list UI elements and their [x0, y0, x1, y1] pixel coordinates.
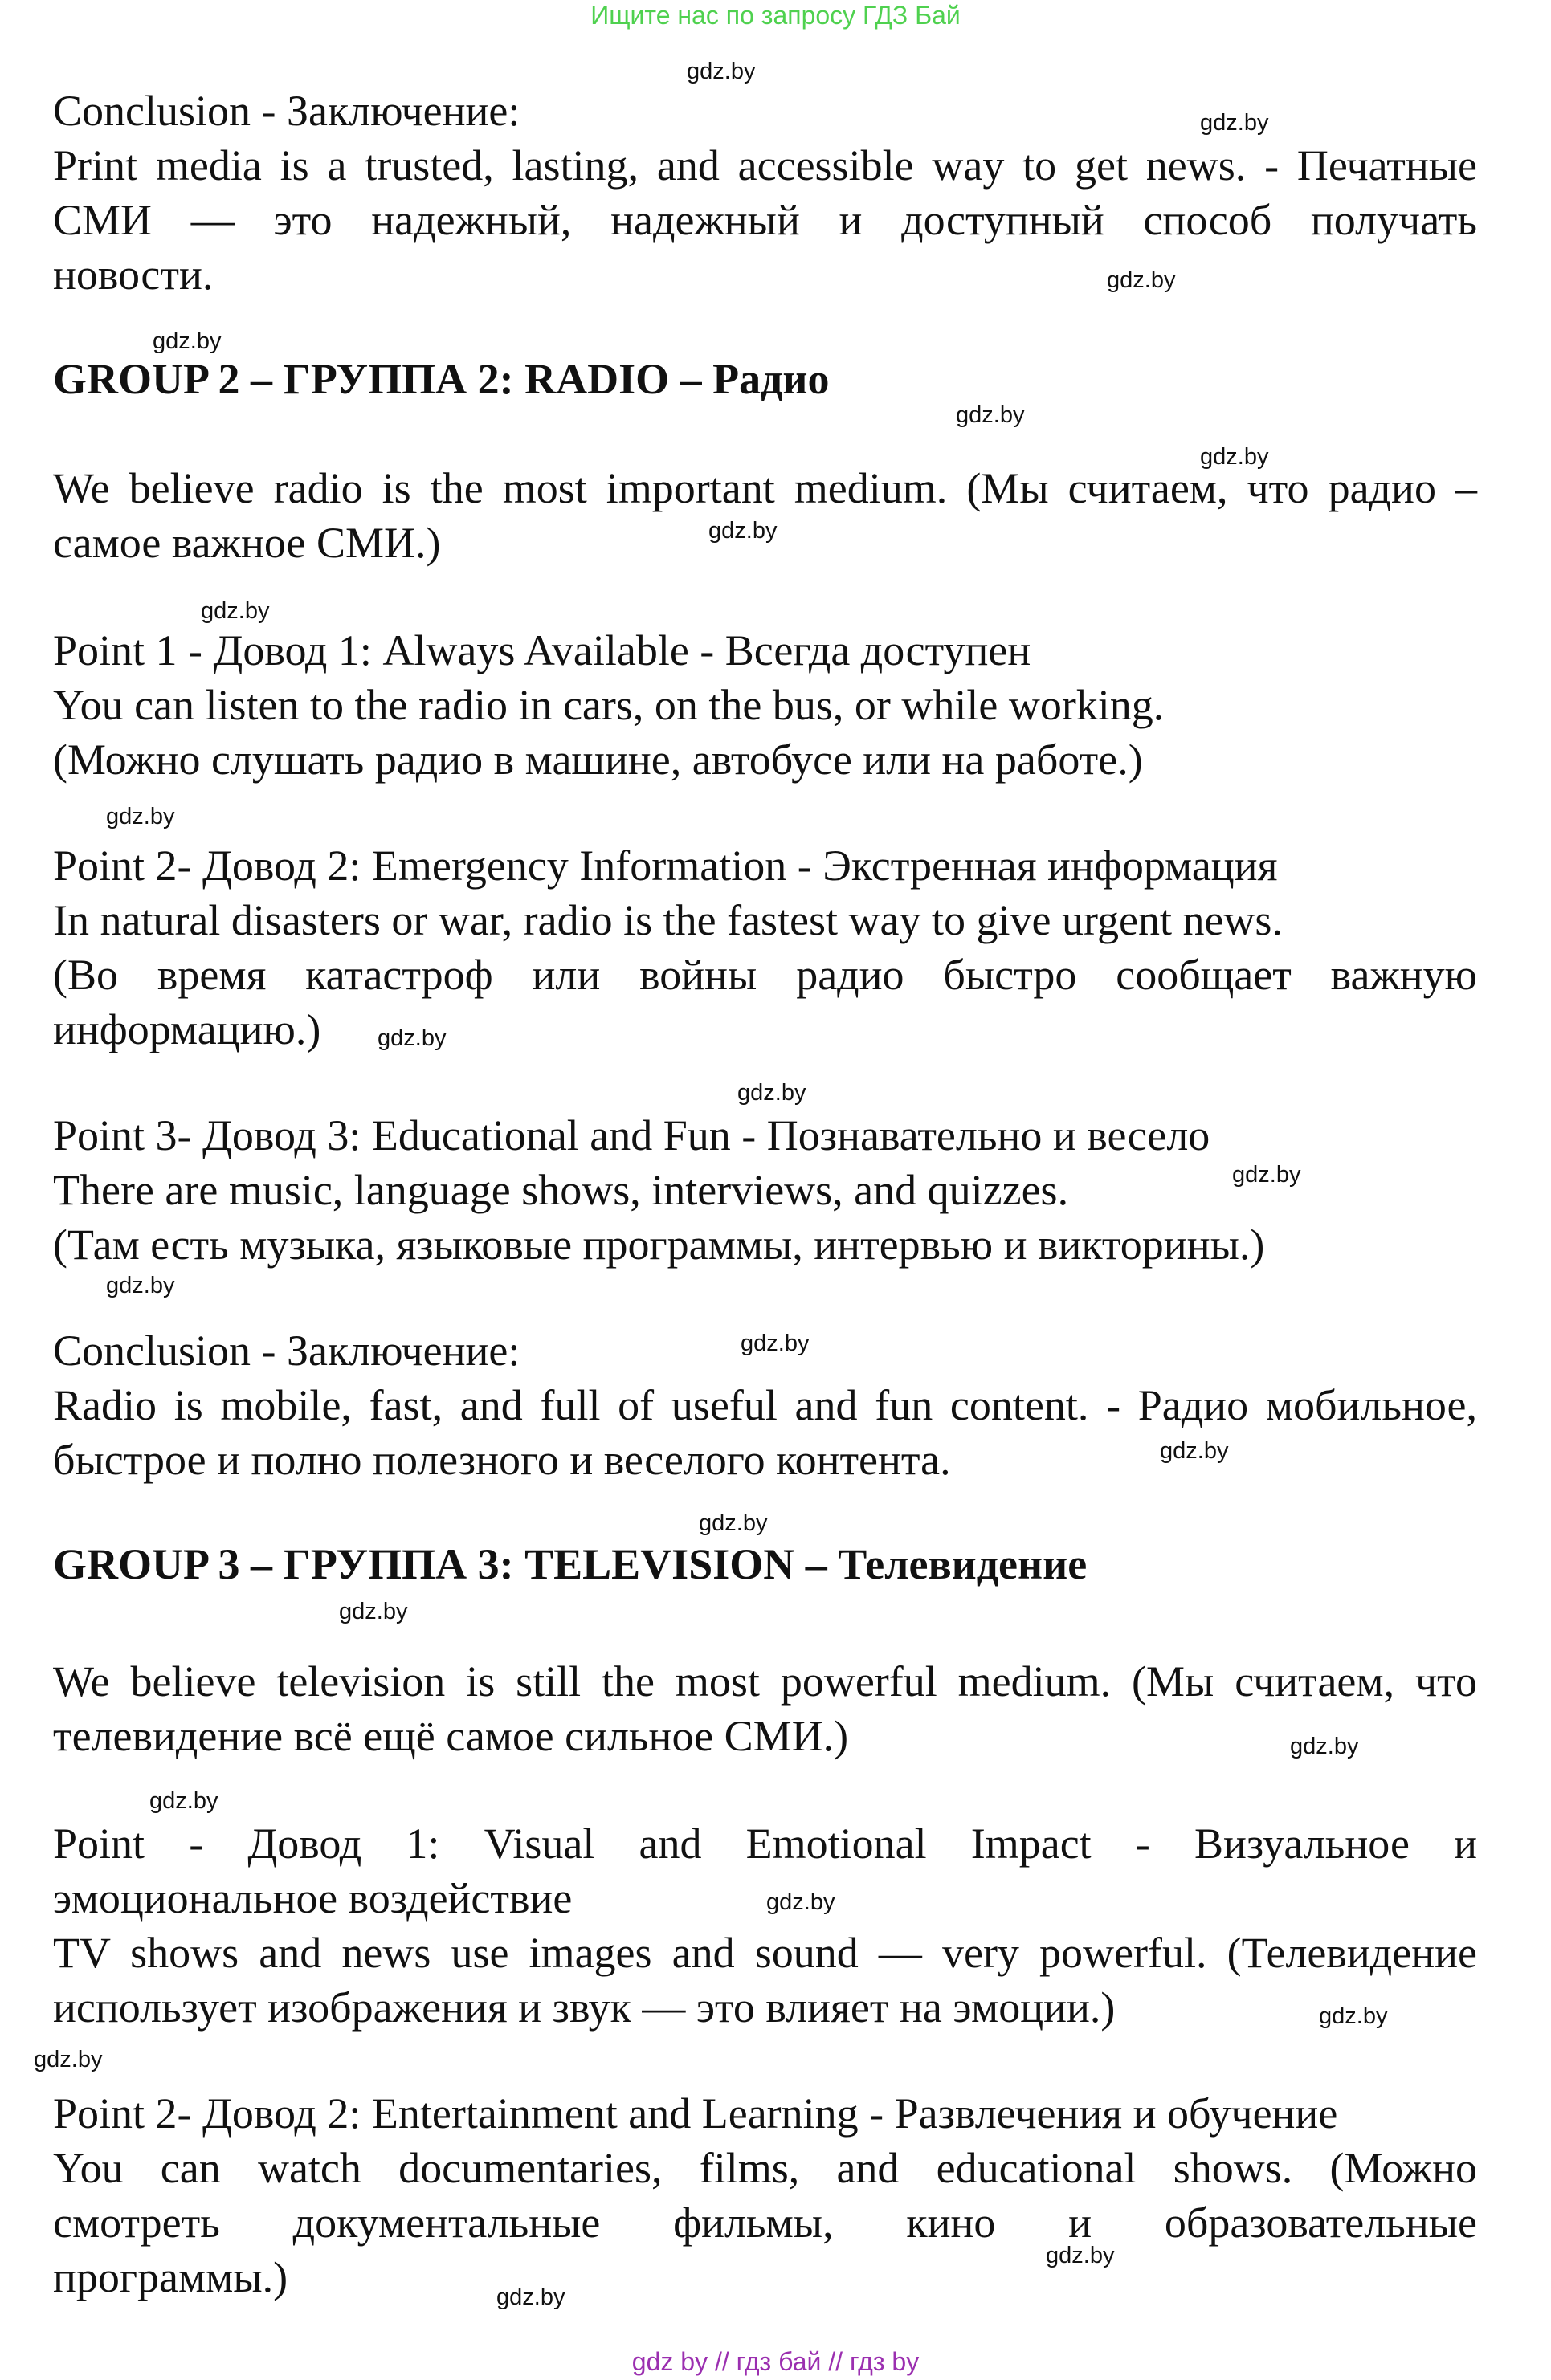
group2-point3 [53, 1108, 1477, 1272]
watermark: gdz.by [496, 2284, 565, 2310]
group2-point1-line: Point 1 - Довод 1: Always Available - Всегда доступен [53, 626, 1031, 674]
group2-point2-line: Point 2- Довод 2: Emergency Information - Экстренная информация [53, 842, 1278, 890]
group2-point2-line: In natural disasters or war, radio is the fastest way to give urgent news. [53, 896, 1283, 944]
group2-conclusion-line: Radio is mobile, fast, and full of useful and fun content. - Радио мобильное, [53, 1381, 1477, 1429]
watermark: gdz.by [956, 402, 1025, 428]
group3-intro [53, 1654, 1477, 1763]
search-banner[interactable]: Ищите нас по запросу ГДЗ Бай [590, 1, 961, 30]
watermark: gdz.by [1107, 267, 1176, 293]
watermark: gdz.by [1319, 2003, 1388, 2029]
watermark: gdz.by [1232, 1162, 1301, 1188]
watermark: gdz.by [737, 1080, 806, 1106]
watermark: gdz.by [766, 1889, 835, 1915]
group3-intro-line: телевидение всё ещё самое сильное СМИ.) [53, 1712, 849, 1760]
group3-point1-line: Point - Довод 1: Visual and Emotional Impact - Визуальное и [53, 1820, 1477, 1868]
group3-point2-line: программы.) [53, 2253, 288, 2301]
group2-intro-line: We believe radio is the most important medium. (Мы считаем, что радио – [53, 464, 1477, 512]
group2-conclusion-line: Conclusion - Заключение: [53, 1327, 520, 1375]
watermark: gdz.by [708, 518, 778, 544]
watermark: gdz.by [699, 1510, 768, 1536]
group2-intro-line: самое важное СМИ.) [53, 519, 441, 567]
watermark: gdz.by [1200, 110, 1269, 136]
group3-title: GROUP 3 – ГРУППА 3: TELEVISION – Телевидение [53, 1540, 1088, 1588]
group2-point2 [53, 838, 1477, 1057]
group2-intro [53, 461, 1477, 570]
watermark: gdz.by [378, 1025, 447, 1051]
print-conclusion-heading: Conclusion - Заключение: [53, 87, 520, 135]
watermark: gdz.by [106, 1273, 175, 1298]
group3-point2-line: Point 2- Довод 2: Entertainment and Learning - Развлечения и обучение [53, 2089, 1338, 2138]
group3-point1 [53, 1816, 1477, 2035]
group2-point1-line: You can listen to the radio in cars, on the bus, or while working. [53, 681, 1165, 729]
group3-point2 [53, 2086, 1477, 2305]
watermark: gdz.by [201, 598, 270, 624]
footer-links[interactable]: gdz by // гдз бай // гдз by [631, 2347, 920, 2376]
group3-title-block [53, 1537, 1477, 1591]
watermark: gdz.by [1200, 444, 1269, 470]
watermark: gdz.by [106, 804, 175, 829]
print-conclusion-line: Print media is a trusted, lasting, and accessible way to get news. - Печатные [53, 141, 1477, 190]
group2-conclusion-line: быстрое и полно полезного и веселого контента. [53, 1436, 951, 1484]
group3-point2-line: You can watch documentaries, films, and educational shows. (Можно [53, 2144, 1477, 2192]
group2-title-block [53, 352, 1477, 406]
watermark: gdz.by [153, 328, 222, 354]
watermark: gdz.by [149, 1788, 218, 1814]
group3-point1-line: TV shows and news use images and sound — very powerful. (Телевидение [53, 1929, 1477, 1977]
group3-point1-line: использует изображения и звук — это влияет на эмоции.) [53, 1983, 1116, 2032]
watermark: gdz.by [1290, 1734, 1359, 1759]
print-conclusion-line: новости. [53, 251, 214, 299]
group2-point2-line: (Во время катастроф или войны радио быстро сообщает важную [53, 951, 1477, 999]
group2-point2-line: информацию.) [53, 1005, 321, 1053]
watermark: gdz.by [687, 59, 756, 84]
print-conclusion-line: СМИ — это надежный, надежный и доступный способ получать [53, 196, 1477, 244]
group2-title: GROUP 2 – ГРУППА 2: RADIO – Радио [53, 355, 830, 403]
watermark: gdz.by [339, 1599, 408, 1624]
watermark: gdz.by [1046, 2243, 1115, 2268]
watermark: gdz.by [1160, 1438, 1229, 1464]
group3-intro-line: We believe television is still the most powerful medium. (Мы считаем, что [53, 1657, 1477, 1706]
group2-point3-line: (Там есть музыка, языковые программы, интервью и викторины.) [53, 1221, 1265, 1269]
group2-point3-line: There are music, language shows, interviews, and quizzes. [53, 1166, 1069, 1214]
group3-point1-line: эмоциональное воздействие [53, 1874, 573, 1922]
group2-point3-line: Point 3- Довод 3: Educational and Fun - Познавательно и весело [53, 1111, 1210, 1159]
watermark: gdz.by [741, 1331, 810, 1356]
group3-point2-line: смотреть документальные фильмы, кино и образовательные [53, 2199, 1477, 2247]
group2-point1-line: (Можно слушать радио в машине, автобусе или на работе.) [53, 736, 1143, 784]
watermark: gdz.by [34, 2047, 103, 2072]
group2-point1 [53, 623, 1477, 787]
